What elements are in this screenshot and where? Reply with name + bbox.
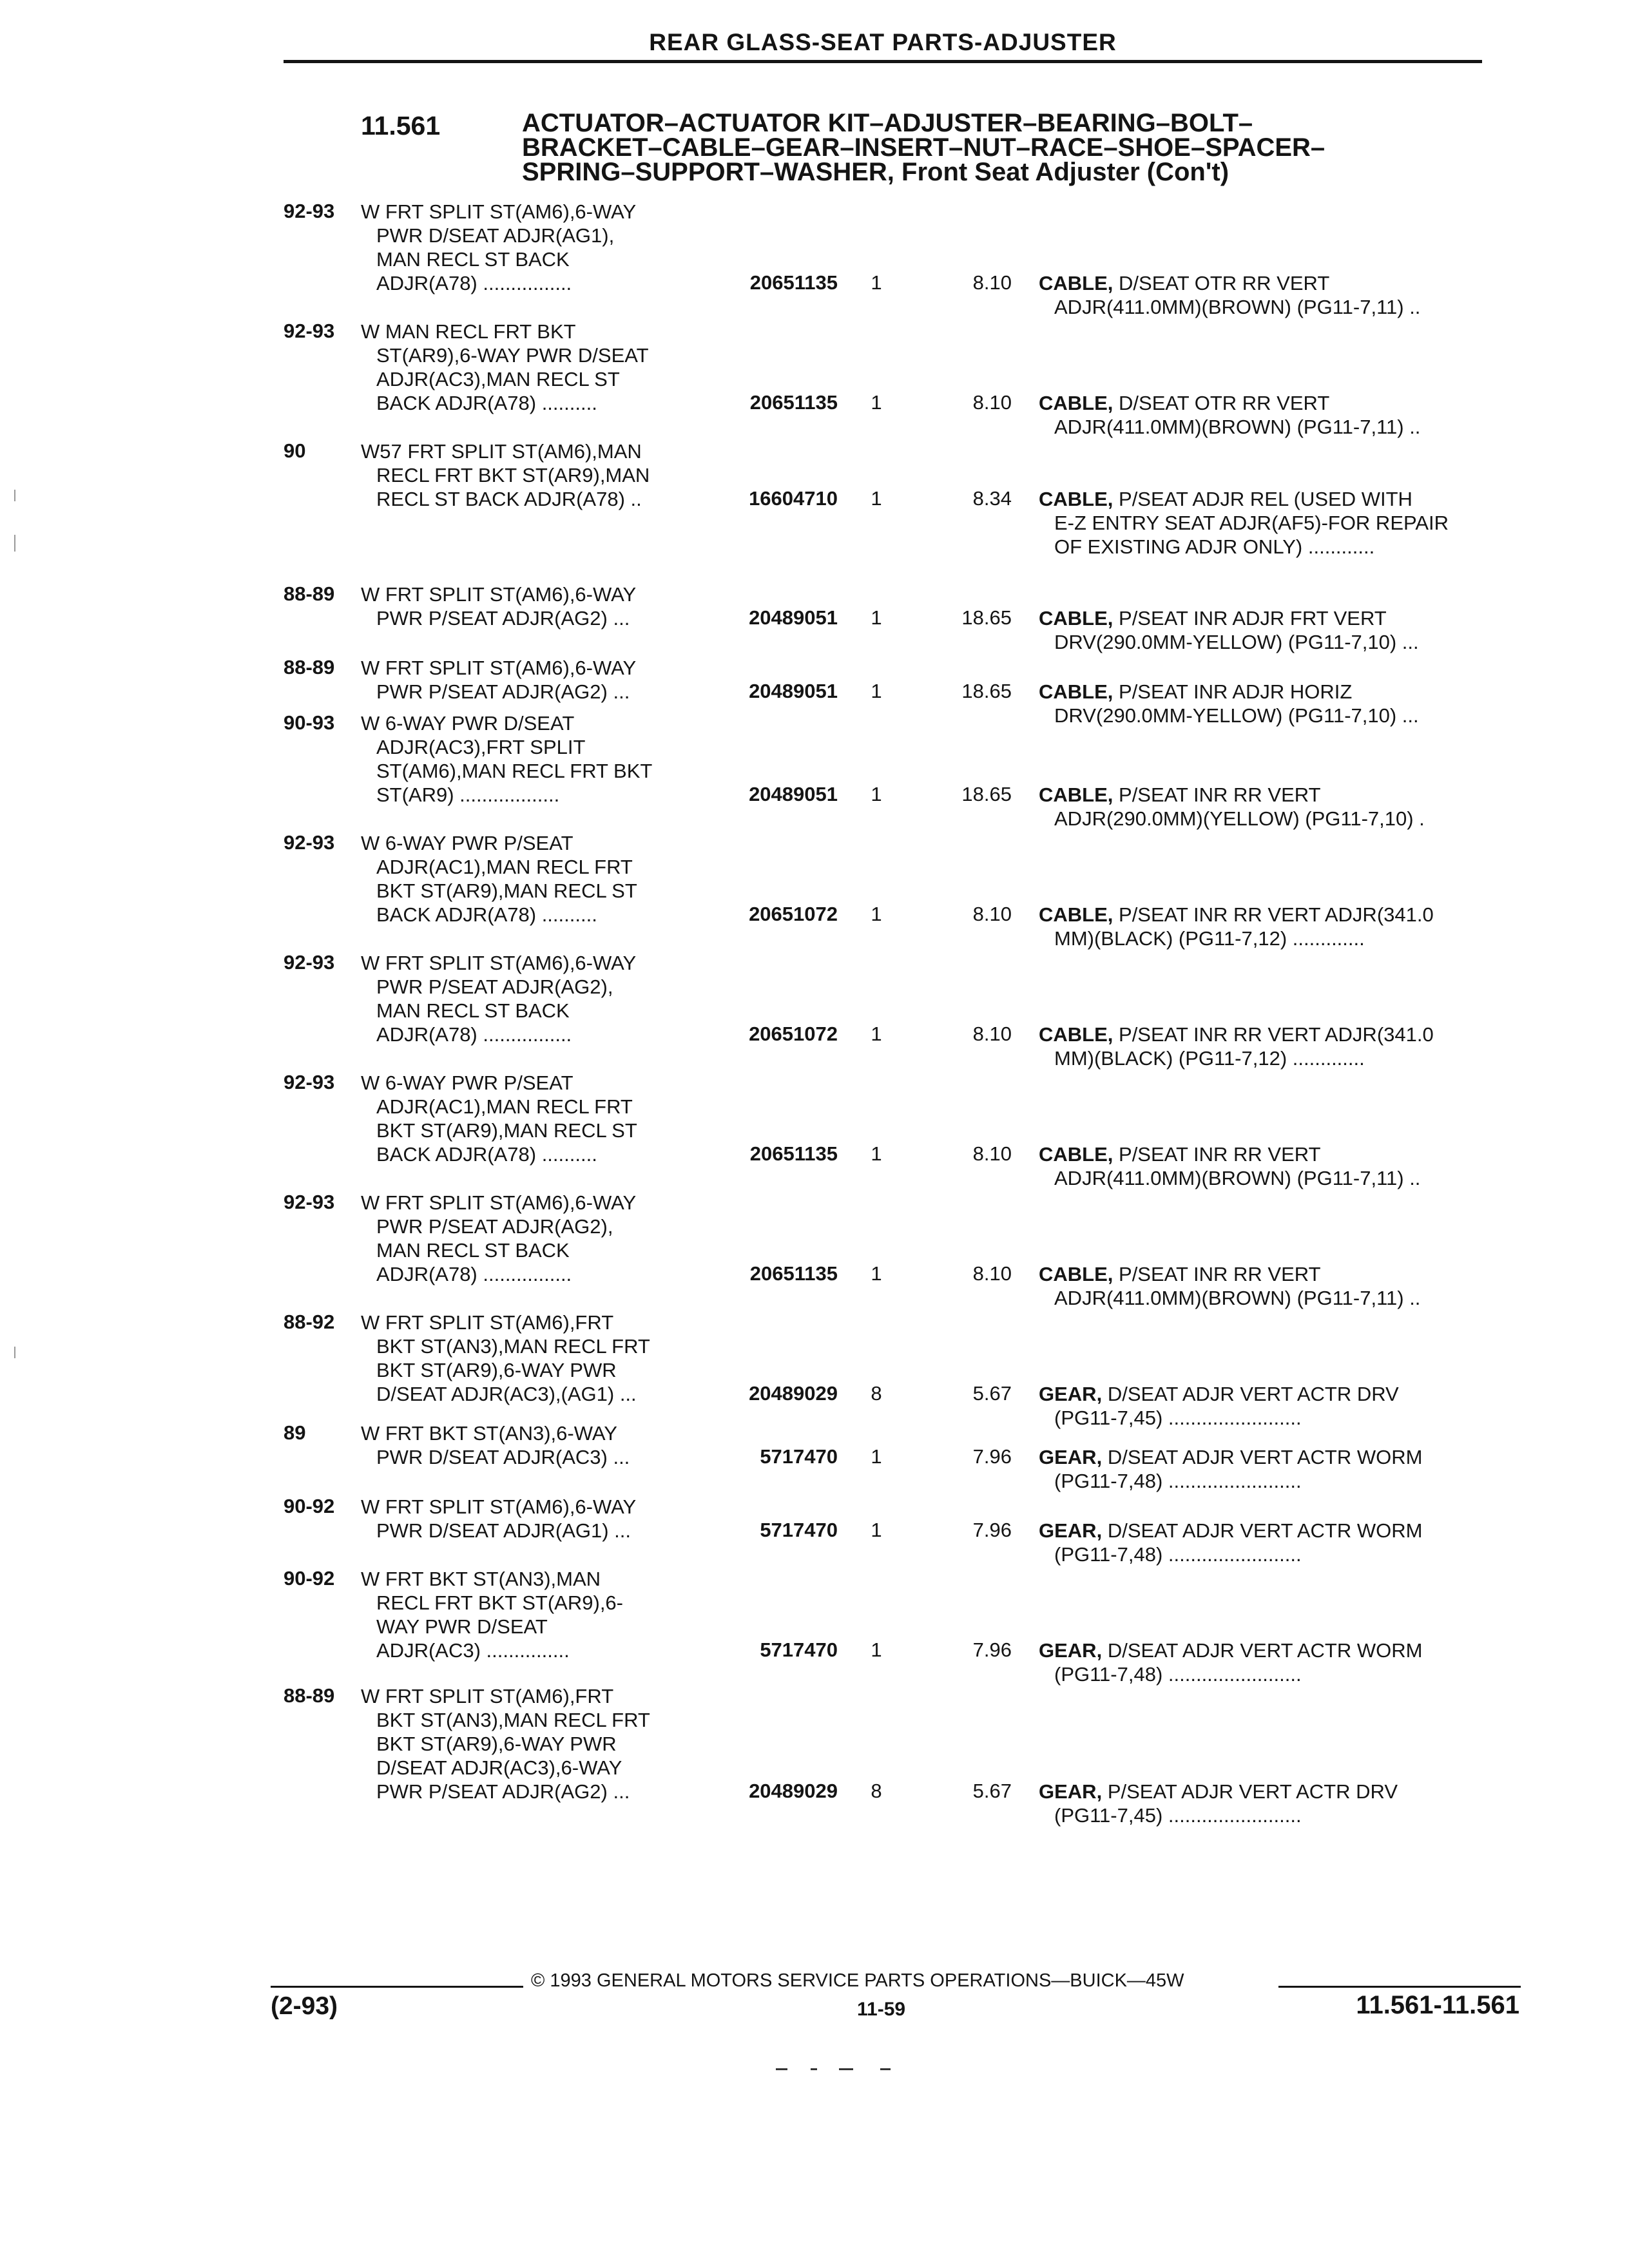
part-number: 5717470: [760, 1445, 838, 1468]
quantity: 1: [871, 1445, 882, 1468]
usage-line: W 6-WAY PWR P/SEAT: [361, 1072, 574, 1094]
model-years: 90: [284, 439, 306, 462]
price: 8.34: [972, 487, 1012, 510]
model-years: 90-92: [284, 1567, 335, 1590]
part-description: [1039, 1023, 1516, 1070]
price: 7.96: [972, 1639, 1012, 1661]
description-line: ADJR(411.0MM)(BROWN) (PG11-7,11) ..: [1054, 416, 1421, 438]
part-name: CABLE,: [1039, 783, 1113, 806]
part-name: CABLE,: [1039, 903, 1113, 926]
usage-text: [361, 951, 722, 1046]
part-description: [1039, 1519, 1516, 1566]
usage-text: [361, 1567, 722, 1662]
scan-mark: [776, 2068, 787, 2070]
price: 8.10: [972, 271, 1012, 294]
usage-line: MAN RECL ST BACK: [376, 248, 570, 271]
usage-line: RECL FRT BKT ST(AR9),MAN: [376, 464, 650, 486]
part-name: GEAR,: [1039, 1519, 1103, 1542]
part-number: 20489051: [749, 783, 838, 805]
model-years: 92-93: [284, 1071, 335, 1093]
page-number: 11-59: [857, 1999, 906, 2020]
part-name: CABLE,: [1039, 1023, 1113, 1046]
quantity: 1: [871, 1023, 882, 1045]
part-number: 20651135: [749, 1142, 838, 1165]
description-text: P/SEAT INR RR VERT ADJR(341.0: [1119, 1023, 1434, 1046]
usage-line: MAN RECL ST BACK: [376, 999, 570, 1022]
description-line: (PG11-7,45) ........................: [1054, 1804, 1302, 1827]
part-description: [1039, 1639, 1516, 1686]
usage-line: W FRT SPLIT ST(AM6),FRT: [361, 1311, 614, 1334]
usage-text: [361, 582, 722, 630]
price: 5.67: [972, 1780, 1012, 1802]
usage-line: W FRT SPLIT ST(AM6),6-WAY: [361, 1191, 637, 1214]
description-text: D/SEAT ADJR VERT ACTR DRV: [1107, 1383, 1399, 1405]
model-years: 88-92: [284, 1311, 335, 1333]
usage-line: MAN RECL ST BACK: [376, 1239, 570, 1262]
usage-text: [361, 1495, 722, 1542]
part-number: 5717470: [760, 1519, 838, 1541]
part-name: GEAR,: [1039, 1446, 1103, 1468]
footer-copyright: © 1993 GENERAL MOTORS SERVICE PARTS OPERATIONS—BUICK—45W: [531, 1970, 1184, 1991]
usage-line: ADJR(AC3),MAN RECL ST: [376, 368, 620, 390]
usage-line: W FRT BKT ST(AN3),6-WAY: [361, 1422, 617, 1445]
quantity: 8: [871, 1382, 882, 1405]
usage-line: PWR P/SEAT ADJR(AG2) ...: [376, 1780, 630, 1803]
description-line: [1039, 680, 1516, 704]
description-line: [1039, 271, 1516, 295]
usage-line: W FRT SPLIT ST(AM6),6-WAY: [361, 952, 637, 974]
price: 8.10: [972, 1262, 1012, 1285]
part-number: 5717470: [760, 1639, 838, 1661]
usage-line: PWR P/SEAT ADJR(AG2) ...: [376, 607, 630, 629]
part-number: 20651135: [749, 391, 838, 414]
footer-rule-left: [271, 1986, 523, 1988]
usage-line: W FRT SPLIT ST(AM6),6-WAY: [361, 657, 637, 679]
usage-line: RECL FRT BKT ST(AR9),6-: [376, 1591, 623, 1614]
usage-line: PWR P/SEAT ADJR(AG2) ...: [376, 680, 630, 703]
part-name: CABLE,: [1039, 272, 1113, 294]
model-years: 92-93: [284, 1191, 335, 1213]
usage-line: BACK ADJR(A78) ..........: [376, 392, 597, 414]
quantity: 1: [871, 1142, 882, 1165]
part-name: CABLE,: [1039, 607, 1113, 629]
part-number: 16604710: [749, 487, 838, 510]
part-name: GEAR,: [1039, 1383, 1103, 1405]
model-years: 90-92: [284, 1495, 335, 1517]
part-number: 20489051: [749, 680, 838, 702]
description-line: [1039, 1445, 1516, 1469]
description-text: D/SEAT ADJR VERT ACTR WORM: [1107, 1446, 1423, 1468]
part-name: CABLE,: [1039, 1143, 1113, 1166]
group-title: [522, 111, 1521, 184]
part-description: [1039, 903, 1516, 950]
description-line: (PG11-7,48) ........................: [1054, 1663, 1302, 1686]
part-description: [1039, 680, 1516, 727]
description-line: [1039, 1142, 1516, 1166]
model-years: 92-93: [284, 831, 335, 854]
usage-line: W FRT SPLIT ST(AM6),6-WAY: [361, 1495, 637, 1518]
usage-line: W 6-WAY PWR D/SEAT: [361, 712, 575, 735]
description-line: [1039, 487, 1516, 511]
usage-text: [361, 320, 722, 415]
usage-text: [361, 1684, 722, 1803]
part-name: CABLE,: [1039, 392, 1113, 414]
description-line: [1039, 1382, 1516, 1406]
description-line: (PG11-7,45) ........................: [1054, 1407, 1302, 1429]
part-description: [1039, 1445, 1516, 1493]
description-line: ADJR(411.0MM)(BROWN) (PG11-7,11) ..: [1054, 296, 1421, 318]
description-line: ADJR(290.0MM)(YELLOW) (PG11-7,10) .: [1054, 807, 1425, 830]
price: 18.65: [961, 680, 1012, 702]
part-number: 20651072: [749, 1023, 838, 1045]
group-title-line: ACTUATOR–ACTUATOR KIT–ADJUSTER–BEARING–BOLT–: [522, 109, 1253, 137]
quantity: 1: [871, 487, 882, 510]
model-years: 89: [284, 1421, 306, 1444]
price: 8.10: [972, 1142, 1012, 1165]
model-years: 88-89: [284, 656, 335, 678]
usage-line: BACK ADJR(A78) ..........: [376, 1143, 597, 1166]
quantity: 1: [871, 680, 882, 702]
usage-text: [361, 439, 722, 511]
usage-line: PWR P/SEAT ADJR(AG2),: [376, 1215, 613, 1238]
part-description: [1039, 391, 1516, 439]
part-description: [1039, 1382, 1516, 1430]
description-line: [1039, 783, 1516, 807]
description-line: E-Z ENTRY SEAT ADJR(AF5)-FOR REPAIR: [1054, 512, 1449, 534]
description-line: [1039, 391, 1516, 415]
group-title-line: SPRING–SUPPORT–WASHER, Front Seat Adjuster (Con't): [522, 158, 1229, 186]
footer-date: (2-93): [271, 1992, 338, 2020]
description-line: [1039, 606, 1516, 630]
description-text: P/SEAT ADJR REL (USED WITH: [1119, 488, 1412, 510]
usage-line: ADJR(A78) ................: [376, 1263, 572, 1285]
usage-text: [361, 1071, 722, 1166]
description-line: [1039, 1262, 1516, 1286]
scan-mark: [839, 2068, 853, 2070]
scan-mark: [14, 535, 15, 552]
usage-line: W 6-WAY PWR P/SEAT: [361, 832, 574, 854]
usage-line: W MAN RECL FRT BKT: [361, 320, 576, 343]
usage-text: [361, 656, 722, 704]
group-title-line: BRACKET–CABLE–GEAR–INSERT–NUT–RACE–SHOE–SPACER–: [522, 133, 1325, 162]
description-line: MM)(BLACK) (PG11-7,12) .............: [1054, 927, 1365, 950]
description-text: D/SEAT ADJR VERT ACTR WORM: [1107, 1639, 1423, 1662]
description-line: ADJR(411.0MM)(BROWN) (PG11-7,11) ..: [1054, 1287, 1421, 1309]
usage-line: ST(AR9),6-WAY PWR D/SEAT: [376, 344, 649, 367]
description-text: P/SEAT INR RR VERT: [1119, 783, 1321, 806]
quantity: 1: [871, 1639, 882, 1661]
description-text: P/SEAT INR ADJR FRT VERT: [1119, 607, 1387, 629]
part-description: [1039, 1262, 1516, 1310]
usage-line: BKT ST(AR9),6-WAY PWR: [376, 1733, 617, 1755]
usage-line: PWR P/SEAT ADJR(AG2),: [376, 975, 613, 998]
usage-text: [361, 1191, 722, 1286]
footer-rule-right: [1278, 1986, 1521, 1988]
usage-line: W FRT SPLIT ST(AM6),FRT: [361, 1685, 614, 1707]
part-description: [1039, 1142, 1516, 1190]
part-name: CABLE,: [1039, 680, 1113, 703]
description-line: DRV(290.0MM-YELLOW) (PG11-7,10) ...: [1054, 631, 1419, 653]
price: 8.10: [972, 903, 1012, 925]
usage-line: D/SEAT ADJR(AC3),(AG1) ...: [376, 1383, 637, 1405]
usage-line: W FRT SPLIT ST(AM6),6-WAY: [361, 583, 637, 606]
usage-line: BKT ST(AR9),MAN RECL ST: [376, 1119, 637, 1142]
usage-line: W57 FRT SPLIT ST(AM6),MAN: [361, 440, 642, 463]
quantity: 1: [871, 271, 882, 294]
usage-text: [361, 711, 722, 807]
usage-text: [361, 1311, 722, 1406]
part-number: 20651072: [749, 903, 838, 925]
model-years: 88-89: [284, 1684, 335, 1707]
group-number: 11.561: [361, 111, 441, 140]
price: 7.96: [972, 1445, 1012, 1468]
price: 7.96: [972, 1519, 1012, 1541]
description-text: P/SEAT INR RR VERT: [1119, 1263, 1321, 1285]
quantity: 8: [871, 1780, 882, 1802]
part-number: 20489051: [749, 606, 838, 629]
description-text: P/SEAT INR RR VERT: [1119, 1143, 1321, 1166]
description-line: [1039, 1639, 1516, 1662]
part-number: 20489029: [749, 1382, 838, 1405]
usage-line: ST(AM6),MAN RECL FRT BKT: [376, 760, 653, 782]
part-number: 20489029: [749, 1780, 838, 1802]
quantity: 1: [871, 903, 882, 925]
description-text: P/SEAT INR ADJR HORIZ: [1119, 680, 1353, 703]
usage-line: BKT ST(AR9),6-WAY PWR: [376, 1359, 617, 1381]
description-text: D/SEAT OTR RR VERT: [1119, 392, 1330, 414]
model-years: 92-93: [284, 951, 335, 974]
usage-line: PWR D/SEAT ADJR(AG1) ...: [376, 1519, 631, 1542]
usage-line: BKT ST(AR9),MAN RECL ST: [376, 879, 637, 902]
part-description: [1039, 487, 1516, 559]
part-name: GEAR,: [1039, 1639, 1103, 1662]
usage-line: RECL ST BACK ADJR(A78) ..: [376, 488, 642, 510]
description-line: ADJR(411.0MM)(BROWN) (PG11-7,11) ..: [1054, 1167, 1421, 1189]
usage-line: ADJR(AC3) ...............: [376, 1639, 570, 1662]
description-line: (PG11-7,48) ........................: [1054, 1543, 1302, 1566]
usage-text: [361, 831, 722, 927]
group-range: 11.561-11.561: [1356, 1991, 1519, 2019]
quantity: 1: [871, 1519, 882, 1541]
price: 8.10: [972, 391, 1012, 414]
model-years: 92-93: [284, 320, 335, 342]
scan-mark: [14, 1347, 15, 1358]
usage-line: BKT ST(AN3),MAN RECL FRT: [376, 1709, 650, 1731]
quantity: 1: [871, 1262, 882, 1285]
part-number: 20651135: [749, 1262, 838, 1285]
price: 18.65: [961, 783, 1012, 805]
usage-line: PWR D/SEAT ADJR(AG1),: [376, 224, 615, 247]
page-header: [284, 29, 1482, 63]
part-description: [1039, 606, 1516, 654]
description-line: (PG11-7,48) ........................: [1054, 1470, 1302, 1492]
usage-line: ADJR(AC1),MAN RECL FRT: [376, 1095, 633, 1118]
description-line: [1039, 1780, 1516, 1803]
part-description: [1039, 783, 1516, 831]
description-line: OF EXISTING ADJR ONLY) ............: [1054, 535, 1375, 558]
description-line: [1039, 1519, 1516, 1542]
quantity: 1: [871, 606, 882, 629]
usage-line: ADJR(A78) ................: [376, 272, 572, 294]
model-years: 88-89: [284, 582, 335, 605]
description-line: DRV(290.0MM-YELLOW) (PG11-7,10) ...: [1054, 704, 1419, 727]
price: 8.10: [972, 1023, 1012, 1045]
price: 18.65: [961, 606, 1012, 629]
scan-mark: [811, 2068, 817, 2070]
part-number: 20651135: [749, 271, 838, 294]
usage-text: [361, 1421, 722, 1469]
description-line: MM)(BLACK) (PG11-7,12) .............: [1054, 1047, 1365, 1070]
usage-line: BACK ADJR(A78) ..........: [376, 903, 597, 926]
model-years: 92-93: [284, 200, 335, 222]
scan-mark: [14, 490, 15, 501]
price: 5.67: [972, 1382, 1012, 1405]
page-title: REAR GLASS-SEAT PARTS-ADJUSTER: [649, 29, 1117, 55]
part-name: CABLE,: [1039, 1263, 1113, 1285]
usage-line: D/SEAT ADJR(AC3),6-WAY: [376, 1756, 622, 1779]
quantity: 1: [871, 783, 882, 805]
scan-mark: [880, 2068, 891, 2070]
usage-line: ADJR(AC3),FRT SPLIT: [376, 736, 586, 758]
part-description: [1039, 1780, 1516, 1827]
usage-line: W FRT BKT ST(AN3),MAN: [361, 1568, 601, 1590]
description-text: P/SEAT ADJR VERT ACTR DRV: [1107, 1780, 1398, 1803]
usage-line: BKT ST(AN3),MAN RECL FRT: [376, 1335, 650, 1358]
part-description: [1039, 271, 1516, 319]
description-line: [1039, 1023, 1516, 1046]
description-text: P/SEAT INR RR VERT ADJR(341.0: [1119, 903, 1434, 926]
usage-line: W FRT SPLIT ST(AM6),6-WAY: [361, 200, 637, 223]
usage-line: ADJR(A78) ................: [376, 1023, 572, 1046]
usage-line: PWR D/SEAT ADJR(AC3) ...: [376, 1446, 630, 1468]
usage-line: ST(AR9) ..................: [376, 783, 560, 806]
usage-text: [361, 200, 722, 295]
quantity: 1: [871, 391, 882, 414]
model-years: 90-93: [284, 711, 335, 734]
part-name: GEAR,: [1039, 1780, 1103, 1803]
description-text: D/SEAT ADJR VERT ACTR WORM: [1107, 1519, 1423, 1542]
description-line: [1039, 903, 1516, 927]
usage-line: ADJR(AC1),MAN RECL FRT: [376, 856, 633, 878]
part-name: CABLE,: [1039, 488, 1113, 510]
usage-line: WAY PWR D/SEAT: [376, 1615, 548, 1638]
description-text: D/SEAT OTR RR VERT: [1119, 272, 1330, 294]
